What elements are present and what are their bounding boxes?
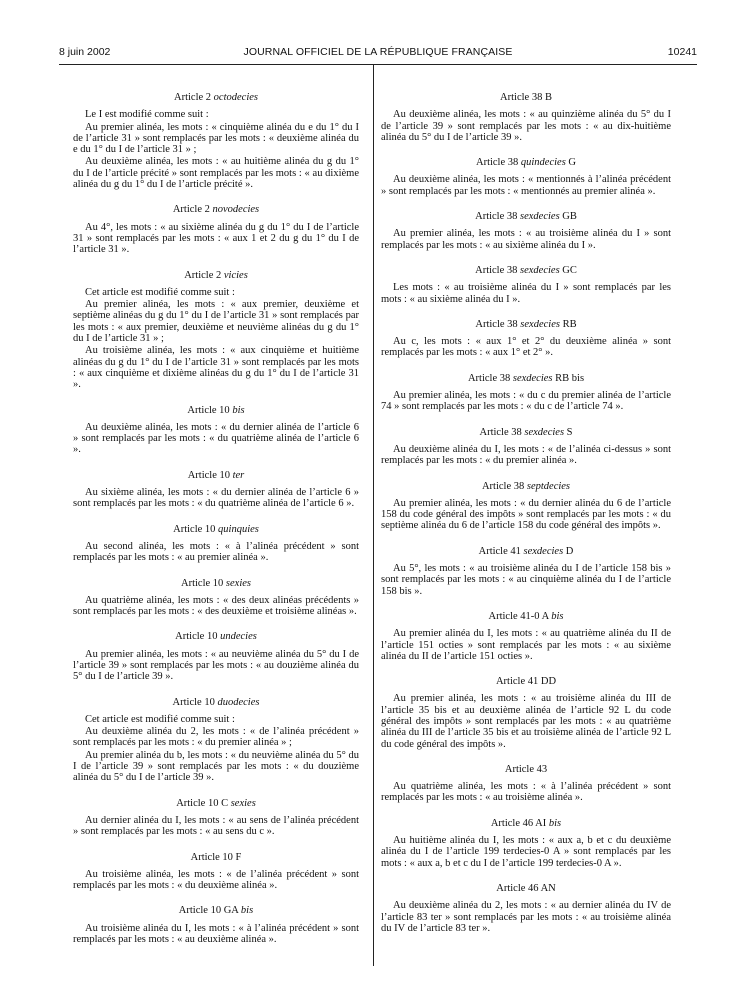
article-title [73, 578, 359, 589]
article-paragraph: Les mots : « au troisième alinéa du I » sont remplacés par les mots : « au sixième alinéa du I ». [381, 282, 671, 305]
article-suffix: sexdecies [524, 426, 565, 438]
article-title [381, 427, 671, 438]
article-label: Article 2 [172, 204, 210, 216]
article-suffix: undecies [220, 631, 257, 643]
article-label: Article 46 AI [490, 817, 547, 829]
article-paragraph: Au sixième alinéa, les mots : « du dernier alinéa de l’article 6 » sont remplacés par les mots : « du quatrième alinéa de l’article 6 ». [73, 487, 359, 510]
article-designator: GC [562, 264, 577, 276]
article-label: Article 10 [187, 404, 230, 416]
header-page-number: 10241 [667, 46, 697, 58]
header-title: JOURNAL OFFICIEL DE LA RÉPUBLIQUE FRANÇAISE [243, 46, 513, 58]
article [73, 697, 359, 784]
article-designator: G [568, 157, 577, 169]
article-title [73, 631, 359, 642]
article-paragraph: Au 5°, les mots : « au troisième alinéa du I de l’article 158 bis » sont remplacés par les mots : « au cinquième alinéa du I de l’article 158 bis ». [381, 563, 671, 597]
left-column [73, 92, 359, 945]
article-paragraph: Au 4°, les mots : « au sixième alinéa du g du 1° du I de l’article 31 » sont remplacés par les mots : « aux 1 et 2 du g du 1° du I de l’article 31 ». [73, 221, 359, 256]
article [381, 92, 671, 143]
article-suffix: bis [232, 404, 245, 416]
article-paragraph: Au second alinéa, les mots : « à l’alinéa précédent » sont remplacés par les mots : « au premier alinéa ». [73, 540, 359, 564]
article-label: Article 38 [479, 426, 522, 438]
article [381, 611, 671, 662]
article-suffix: ter [232, 469, 245, 481]
article-title [381, 883, 671, 894]
article-suffix: sexdecies [520, 318, 560, 330]
article [73, 852, 359, 892]
article [73, 405, 359, 456]
article-title [381, 764, 671, 775]
article-title [381, 481, 671, 492]
article-paragraph: Au premier alinéa, les mots : « au troisième alinéa du III de l’article 35 bis et au deuxième alinéa de l’article 92 L du code général des impôts » sont remplacés par les mots : « au quatrième alinéa du III de l’article 35 bis et au troisième alinéa de l’article 92 L du code général des impôts ». [381, 693, 671, 750]
article-label: Article 10 [173, 523, 216, 535]
article-paragraph: Au troisième alinéa, les mots : « de l’alinéa précédent » sont remplacés par les mots : « du deuxième alinéa ». [73, 868, 359, 892]
article [73, 631, 359, 682]
article [381, 883, 671, 934]
article-label: Article 10 C [176, 797, 229, 809]
article-paragraph: Au deuxième alinéa du I, les mots : « de l’alinéa ci-dessus » sont remplacés par les mots : « du premier alinéa ». [381, 443, 671, 467]
article [381, 481, 671, 532]
article-label: Article 41 [478, 545, 521, 557]
article-paragraph: Au quatrième alinéa, les mots : « à l’alinéa précédent » sont remplacés par les mots : « au troisième alinéa ». [381, 781, 671, 804]
article-suffix: quindecies [520, 157, 566, 169]
column-divider [373, 64, 374, 966]
article-title [381, 319, 671, 330]
article-paragraph: Au troisième alinéa, les mots : « aux cinquième et huitième alinéas du g du 1° du I de l’article 31 » sont remplacés par les mots : « aux cinquième et dixième alinéas du g du 1° du I de l’article 31 ». [73, 345, 359, 391]
article-suffix: sexies [225, 577, 251, 589]
article-paragraph: Au c, les mots : « aux 1° et 2° du deuxième alinéa » sont remplacés par les mots : « aux 1° et 2° ». [381, 336, 671, 359]
article-paragraph: Au deuxième alinéa, les mots : « au huitième alinéa du g du 1° du I de l’article précité » sont remplacés par les mots : « au dixième alinéa du g du 1° du I de l’article précité ». [73, 156, 359, 191]
article-paragraph: Au deuxième alinéa, les mots : « mentionnés à l’alinéa précédent » sont remplacés par les mots : « mentionnés au premier alinéa ». [381, 174, 671, 197]
article [73, 470, 359, 510]
article-suffix: sexdecies [520, 211, 560, 223]
article-title [73, 524, 359, 535]
article-title [73, 798, 359, 809]
article-paragraph: Au premier alinéa, les mots : « aux premier, deuxième et septième alinéas du g du 1° du I de l’article 31 » sont remplacés par les mots : « aux premier, deuxième et neuvième alinéas du g du 1° du I de l’article 31 » ; [73, 299, 359, 345]
article-label: Article 43 [504, 763, 548, 775]
article-paragraph: Cet article est modifié comme suit : [85, 713, 235, 725]
article-paragraph: Au premier alinéa, les mots : « au troisième alinéa du I » sont remplacés par les mots : « au sixième alinéa du I ». [381, 228, 671, 251]
article-suffix: bis [240, 905, 254, 917]
article-title [73, 852, 359, 863]
article-title [381, 373, 671, 384]
article-designator: S [566, 426, 573, 438]
article-label: Article 38 [481, 480, 525, 492]
article-title [73, 405, 359, 416]
article-title [73, 270, 359, 281]
article-paragraph: Au deuxième alinéa du 2, les mots : « de l’alinéa précédent » sont remplacés par les mots : « du premier alinéa » ; [73, 726, 359, 749]
article-label: Article 38 B [500, 92, 552, 103]
article-paragraph: Au troisième alinéa du I, les mots : « à l’alinéa précédent » sont remplacés par les mots : « au deuxième alinéa ». [73, 922, 359, 946]
article [381, 427, 671, 467]
article-paragraph: Au huitième alinéa du I, les mots : « aux a, b et c du deuxième alinéa du I de l’article 199 terdecies-0 A » sont remplacés par les mots : « aux a, b et c du I de l’article 199 terdecies-0 A ». [381, 835, 671, 869]
article-paragraph: Au premier alinéa du b, les mots : « du neuvième alinéa du 5° du I de l’article 39 » sont remplacés par les mots : « du douzième alinéa du 5° du I de l’article 39 ». [73, 749, 359, 784]
article-paragraph: Au premier alinéa, les mots : « cinquième alinéa du e du 1° du I de l’article 31 » sont remplacés par les mots : « deuxième alinéa du e du 1° du I de l’article 31 » ; [73, 121, 359, 156]
article [73, 578, 359, 618]
article [381, 764, 671, 804]
article [73, 204, 359, 255]
article [381, 211, 671, 251]
article-label: Article 38 [475, 211, 518, 223]
article-title [381, 611, 671, 622]
article [73, 798, 359, 838]
article-designator: GB [562, 211, 577, 223]
article-title [73, 905, 359, 916]
article-label: Article 10 [181, 577, 224, 589]
article-paragraph: Au deuxième alinéa du 2, les mots : « au dernier alinéa du IV de l’article 83 ter » sont remplacés par les mots : « au troisième alinéa du IV de l’article 83 ter ». [381, 900, 671, 934]
article-title [381, 157, 671, 168]
article-suffix: bis [548, 817, 562, 829]
article-label: Article 10 F [190, 851, 242, 863]
article-suffix: bis [551, 610, 564, 622]
article [381, 818, 671, 869]
article-paragraph: Au deuxième alinéa, les mots : « du dernier alinéa de l’article 6 » sont remplacés par les mots : « du quatrième alinéa de l’article 6 ». [73, 421, 359, 456]
article-label: Article 38 [475, 264, 518, 276]
article-designator: RB [562, 318, 577, 330]
article-paragraph: Au premier alinéa, les mots : « du c du premier alinéa de l’article 74 » sont remplacés par les mots : « du c de l’article 74 ». [381, 390, 671, 413]
article-suffix: novodecies [212, 204, 260, 216]
article [381, 157, 671, 197]
article-label: Article 10 [187, 469, 230, 481]
article-suffix: sexdecies [523, 545, 564, 557]
article [381, 319, 671, 359]
article-title [73, 697, 359, 708]
article-paragraph: Au deuxième alinéa, les mots : « au quinzième alinéa du 5° du I de l’article 39 » sont remplacés par les mots : « au dix-huitième alinéa du 5° du I de l’article 39 ». [381, 109, 671, 143]
article-label: Article 41-0 A [488, 610, 549, 622]
article-paragraph: Le I est modifié comme suit : [85, 109, 209, 121]
article [381, 373, 671, 413]
article-label: Article 41 DD [495, 676, 557, 688]
article-title [381, 211, 671, 222]
article-title [381, 92, 671, 103]
article-label: Article 38 [475, 318, 518, 330]
article-title [73, 92, 359, 103]
article-suffix: sexdecies [520, 264, 560, 276]
article-suffix: septdecies [526, 480, 571, 492]
article-suffix: sexdecies [512, 372, 553, 384]
header-rule [59, 64, 697, 65]
article-title [73, 204, 359, 215]
article [73, 524, 359, 564]
article-suffix: duodecies [217, 696, 260, 708]
header-date: 8 juin 2002 [59, 46, 111, 58]
article-paragraph: Cet article est modifié comme suit : [85, 286, 235, 298]
article-paragraph: Au dernier alinéa du I, les mots : « au sens de l’alinéa précédent » sont remplacés par les mots : « au sens du c ». [73, 814, 359, 838]
article-label: Article 46 AN [496, 882, 556, 894]
article-title [381, 676, 671, 687]
article-paragraph: Au premier alinéa, les mots : « au neuvième alinéa du 5° du I de l’article 39 » sont remplacés par les mots : « au douzième alinéa du 5° du I de l’article 39 ». [73, 648, 359, 683]
article-title [381, 818, 671, 829]
article-designator: D [565, 545, 574, 557]
article [73, 905, 359, 945]
article-label: Article 38 [475, 157, 519, 169]
article-paragraph: Au premier alinéa du I, les mots : « au quatrième alinéa du II de l’article 151 octies » sont remplacés par les mots : « au sixième alinéa du II de l’article 151 octies ». [381, 628, 671, 662]
article [381, 265, 671, 305]
article-label: Article 38 [467, 372, 511, 384]
article-label: Article 2 [184, 269, 222, 281]
article-label: Article 10 GA [178, 905, 239, 917]
article-label: Article 10 [172, 696, 215, 708]
right-column [381, 92, 671, 934]
article-title [73, 470, 359, 481]
article-paragraph: Au premier alinéa, les mots : « du dernier alinéa du 6 de l’article 158 du code général des impôts » sont remplacés par les mots : « du septième alinéa du 6 de l’article 158 du code général des impôts ». [381, 497, 671, 532]
article-paragraph: Au quatrième alinéa, les mots : « des deux alinéas précédents » sont remplacés par les mots : « des deuxième et troisième alinéas ». [73, 594, 359, 618]
article [381, 546, 671, 597]
page-header [59, 46, 697, 62]
article-title [381, 546, 671, 557]
article-label: Article 10 [175, 631, 218, 643]
article-suffix: octodecies [213, 92, 258, 103]
article-suffix: sexies [230, 797, 256, 809]
article-designator: RB bis [555, 372, 585, 384]
article [73, 92, 359, 190]
article-label: Article 2 [174, 92, 212, 103]
article-suffix: vicies [223, 269, 248, 281]
article-title [381, 265, 671, 276]
article [381, 676, 671, 750]
article [73, 270, 359, 391]
article-suffix: quinquies [218, 523, 259, 535]
